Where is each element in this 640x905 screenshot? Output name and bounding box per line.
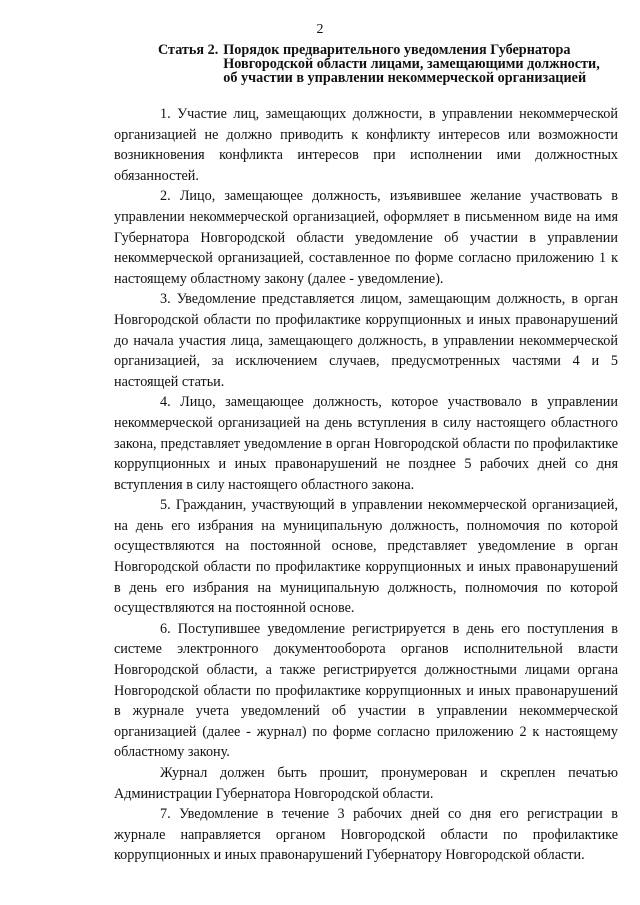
article-heading [158,43,608,85]
paragraph-6: 6. Поступившее уведомление регистрируется в день его поступления в системе электронного документооборота органов исполнительной власти Новгородской области, а также регистрируется должностными лицами органа Новгородской области по профилактике коррупционных и иных правонарушений в журнале учета уведомлений об участии в управлении некоммерческой организацией (далее - журнал) по форме согласно приложению 2 к настоящему областному закону. [114,620,618,761]
paragraph-1: 1. Участие лиц, замещающих должности, в управлении некоммерческой организацией не должно приводить к конфликту интересов или возможности возникновения конфликта интересов при исполнении ими должностных обязанностей. [114,106,618,184]
article-title: Порядок предварительного уведомления Губернатора Новгородской области лицами, замещающими должности, об участии в управлении некоммерческой организацией [223,43,600,85]
paragraph-journal: Журнал должен быть прошит, пронумерован и скреплен печатью Администрации Губернатора Новгородской области. [114,765,618,802]
paragraph-4: 4. Лицо, замещающее должность, которое участвовало в управлении некоммерческой организацией на день вступления в силу настоящего областного закона, представляет уведомление в орган Новгородской области по профилактике коррупционных и иных правонарушений не позднее 5 рабочих дней со дня вступления в силу настоящего областного закона. [114,394,618,493]
paragraph-7: 7. Уведомление в течение 3 рабочих дней со дня его регистрации в журнале направляется органом Новгородской области по профилактике коррупционных и иных правонарушений Губернатору Новгородской области. [114,806,618,864]
page-number: 2 [316,22,324,37]
paragraph-3: 3. Уведомление представляется лицом, замещающим должность, в орган Новгородской области по профилактике коррупционных и иных правонарушений до начала участия лица, замещающего должность, в управлении некоммерческой организацией, за исключением случаев, предусмотренных частями 4 и 5 настоящей статьи. [114,291,618,390]
article-body [114,104,618,866]
paragraph-5: 5. Гражданин, участвующий в управлении некоммерческой организацией, на день его избрания на муниципальную должность, полномочия по которой осуществляются на постоянной основе, представляет уведомление в орган Новгородской области по профилактике коррупционных и иных правонарушений в день его избрания на муниципальную должность, полномочия по которой осуществляются на постоянной основе. [114,497,618,617]
article-label: Статья 2. [158,42,219,58]
paragraph-2: 2. Лицо, замещающее должность, изъявившее желание участвовать в управлении некоммерческой организацией, оформляет в письменном виде на имя Губернатора Новгородской области уведомление об участии в управлении некоммерческой организацией, составленное по форме согласно приложению 1 к настоящему областному закону (далее - уведомление). [114,188,618,287]
